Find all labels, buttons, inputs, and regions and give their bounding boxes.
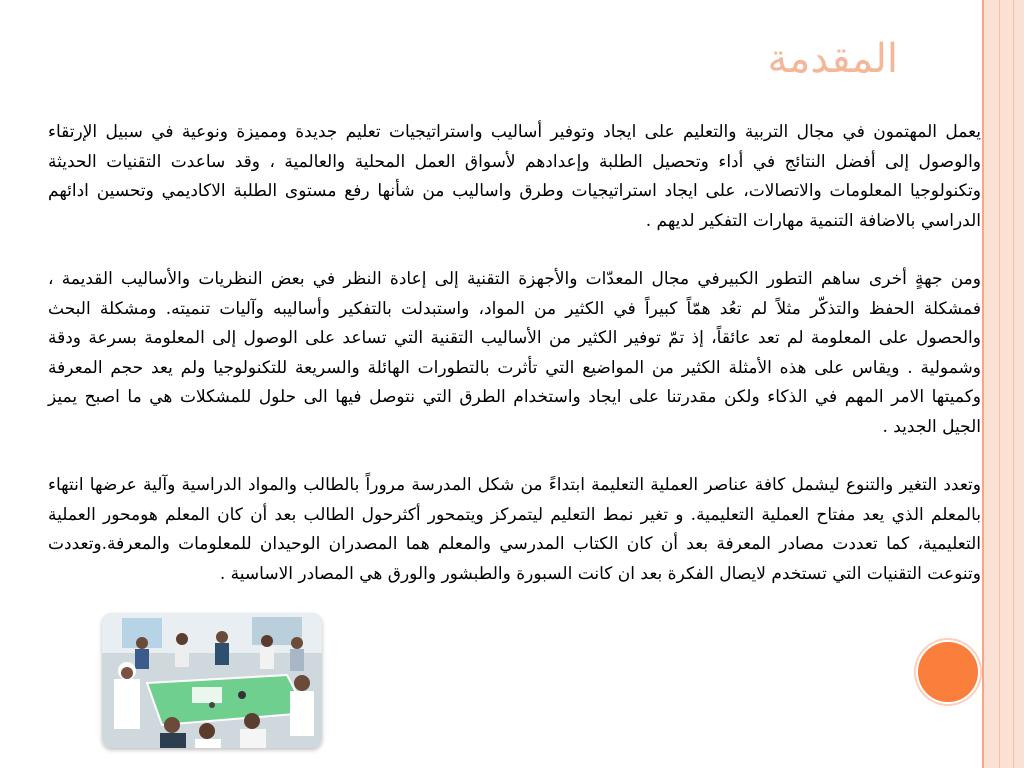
decorative-border-line bbox=[982, 0, 984, 768]
paragraph-technology-impact: ومن جهةٍ أخرى ساهم التطور الكبيرفي مجال المعدّات والأجهزة التقنية إلى إعادة النظر في بعض النظريات والأساليب القديمة ، فمشكلة الحفظ والتذكّر مثلاً لم تعُد همّاً كبيراً في الكثير من المواد، واستبدلت بالتفكير وأساليبه وآليات تنميته. ومشكلة البحث والحصول على المعلومة لم تعد عائقاً، إذ تمّ توفير الكثير من الأساليب التقنية التي تساعد على الوصول إلى المعلومة بسرعة ودقة وشمولية . ويقاس على هذه الأمثلة الكثير من المواضيع التي تأثرت بالتطورات الهائلة والسريعة للتكنولوجيا ولم يعد حجم المعرفة وكميتها الامر المهم في الذكاء ولكن مقدرتنا على ايجاد واستخدام الطرق التي نتوصل فيها الى حلول للمشكلات هي ما اصبح يميز الجيل الجديد . bbox=[48, 269, 981, 437]
decorative-border-line bbox=[999, 0, 1000, 768]
paragraph-change-diversity: وتعدد التغير والتنوع ليشمل كافة عناصر العملية التعليمة ابتداءً من شكل المدرسة مروراً بالطالب والمواد الدراسية وآلية عرضها انتهاء بالمعلم الذي يعد مفتاح العملية التعليمية. و تغير نمط التعليم ليتمركز ويتمحور أكثرحول الطالب بعد أن كان المعلم هومحور العملية التعليمية، كما تعددت مصادر المعرفة بعد أن كان الكتاب المدرسي والمعلم هما المصدران الوحيدان للمعلومات والمعرفة.وتعددت وتنوعت التقنيات التي تستخدم لايصال الفكرة بعد ان كانت السبورة والطبشور والورق هي المصادر الاساسية . bbox=[48, 475, 981, 584]
decorative-border-line bbox=[1013, 0, 1014, 768]
classroom-photo bbox=[102, 613, 322, 748]
paragraph-introduction: يعمل المهتمون في مجال التربية والتعليم على ايجاد وتوفير أساليب واستراتيجيات تعليم جديدة ومميزة ونوعية في سبيل الإرتقاء والوصول إلى أفضل النتائج في أداء وتحصيل الطلبة وإعدادهم لأسواق العمل المحلية والعالمية ، وقد ساعدت التقنيات الحديثة وتكنولوجيا المعلومات والاتصالات، على ايجاد استراتيجيات وطرق واساليب من شأنها رفع مستوى الطلبة الاكاديمي وتحسين ادائهم الدراسي بالاضافة التنمية مهارات التفكير لديهم . bbox=[48, 122, 981, 231]
decorative-orange-circle bbox=[916, 640, 980, 704]
body-text bbox=[48, 118, 981, 589]
decorative-border-band bbox=[984, 0, 1024, 768]
slide-title: المقدمة bbox=[767, 36, 898, 82]
classroom-photo-image bbox=[102, 613, 322, 748]
